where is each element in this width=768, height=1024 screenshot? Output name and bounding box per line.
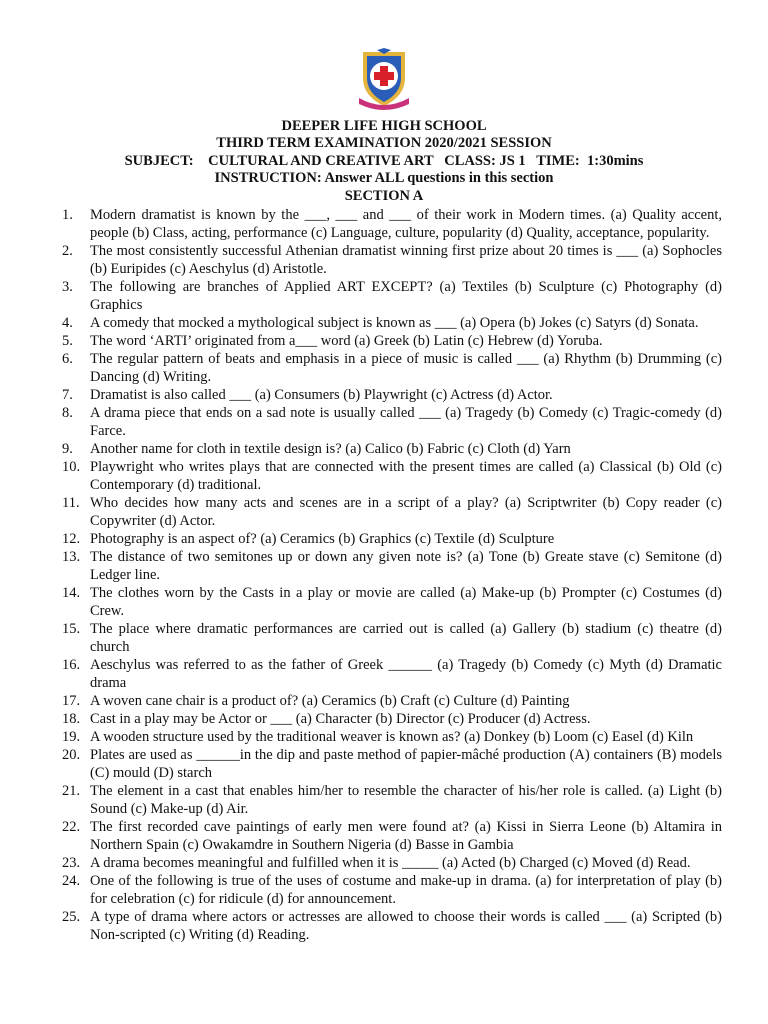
question-item	[0, 854, 768, 872]
question-number: 17.	[62, 693, 81, 709]
question-text: A drama piece that ends on a sad note is usually called ___ (a) Tragedy (b) Comedy (c) Tragic-comedy (d) Farce.	[90, 405, 722, 439]
question-text: A woven cane chair is a product of? (a) Ceramics (b) Craft (c) Culture (d) Painting	[90, 693, 570, 709]
question-item	[0, 782, 768, 818]
question-number: 1.	[62, 207, 73, 223]
question-number: 9.	[62, 441, 73, 457]
section-title: SECTION A	[344, 187, 424, 204]
question-number: 3.	[62, 279, 73, 295]
question-number: 15.	[62, 621, 81, 637]
school-crest-icon	[353, 48, 415, 112]
question-text: Modern dramatist is known by the ___, ___ and ___ of their work in Modern times. (a) Quality accent, people (b) Class, acting, performance (c) Language, culture, popularity (d) Quality, acceptance, popularity.	[90, 207, 722, 241]
question-item	[0, 746, 768, 782]
question-text: The most consistently successful Athenian dramatist winning first prize about 20 times is ___ (a) Sophocles (b) Euripides (c) Aeschylus (d) Aristotle.	[90, 243, 722, 277]
question-number: 18.	[62, 711, 81, 727]
question-item	[0, 656, 768, 692]
question-number: 20.	[62, 747, 81, 763]
question-text: The first recorded cave paintings of early men were found at? (a) Kissi in Sierra Leone (b) Altamira in Northern Spain (c) Owakamdre in Southern Nigeria (d) Basse in Gambia	[90, 819, 722, 853]
question-text: Another name for cloth in textile design is? (a) Calico (b) Fabric (c) Cloth (d) Yarn	[90, 441, 571, 457]
question-text: A wooden structure used by the traditional weaver is known as? (a) Donkey (b) Loom (c) Easel (d) Kiln	[90, 729, 694, 745]
question-number: 7.	[62, 387, 73, 403]
question-number: 13.	[62, 549, 81, 565]
question-item	[0, 710, 768, 728]
question-number: 14.	[62, 585, 81, 601]
question-item	[0, 494, 768, 530]
question-text: Who decides how many acts and scenes are in a script of a play? (a) Scriptwriter (b) Copy reader (c) Copywriter (d) Actor.	[90, 495, 722, 529]
question-item	[0, 350, 768, 386]
school-name: DEEPER LIFE HIGH SCHOOL	[281, 118, 487, 134]
question-number: 23.	[62, 855, 81, 871]
question-number: 12.	[62, 531, 81, 547]
question-number: 5.	[62, 333, 73, 349]
question-number: 22.	[62, 819, 81, 835]
question-text: Cast in a play may be Actor or ___ (a) Character (b) Director (c) Producer (d) Actress.	[90, 711, 591, 727]
question-text: The distance of two semitones up or down any given note is? (a) Tone (b) Greate stave (c) Semitone (d) Ledger line.	[90, 549, 722, 583]
question-item	[0, 872, 768, 908]
question-text: The regular pattern of beats and emphasis in a piece of music is called ___ (a) Rhythm (b) Drumming (c) Dancing (d) Writing.	[90, 351, 722, 385]
question-item	[0, 530, 768, 548]
question-number: 10.	[62, 459, 81, 475]
question-item	[0, 692, 768, 710]
question-item	[0, 314, 768, 332]
question-list	[0, 206, 768, 944]
question-number: 6.	[62, 351, 73, 367]
question-number: 24.	[62, 873, 81, 889]
question-text: A type of drama where actors or actresses are allowed to choose their words is called ___ (a) Scripted (b) Non-scripted (c) Writing (d) Reading.	[90, 909, 722, 943]
question-item	[0, 458, 768, 494]
question-text: The place where dramatic performances are carried out is called (a) Gallery (b) stadium (c) theatre (d) church	[90, 621, 722, 655]
question-text: The element in a cast that enables him/her to resemble the character of his/her role is called. (a) Light (b) Sound (c) Make-up (d) Air.	[90, 783, 722, 817]
instruction-line: INSTRUCTION: Answer ALL questions in this section	[214, 170, 554, 187]
question-item	[0, 386, 768, 404]
question-text: Dramatist is also called ___ (a) Consumers (b) Playwright (c) Actress (d) Actor.	[90, 387, 553, 403]
question-number: 8.	[62, 405, 73, 421]
question-number: 16.	[62, 657, 81, 673]
question-text: The following are branches of Applied ART EXCEPT? (a) Textiles (b) Sculpture (c) Photography (d) Graphics	[90, 279, 722, 313]
exam-header	[0, 118, 768, 205]
question-text: A comedy that mocked a mythological subject is known as ___ (a) Opera (b) Jokes (c) Satyrs (d) Sonata.	[90, 315, 699, 331]
question-number: 11.	[62, 495, 80, 511]
question-number: 25.	[62, 909, 81, 925]
question-text: The word ‘ARTI’ originated from a___ word (a) Greek (b) Latin (c) Hebrew (d) Yoruba.	[90, 333, 603, 349]
question-number: 4.	[62, 315, 73, 331]
question-item	[0, 620, 768, 656]
question-item	[0, 404, 768, 440]
question-item	[0, 818, 768, 854]
question-item	[0, 728, 768, 746]
exam-title: THIRD TERM EXAMINATION 2020/2021 SESSION	[216, 135, 552, 152]
question-text: The clothes worn by the Casts in a play or movie are called (a) Make-up (b) Prompter (c) Costumes (d) Crew.	[90, 585, 722, 619]
question-text: A drama becomes meaningful and fulfilled when it is _____ (a) Acted (b) Charged (c) Moved (d) Read.	[90, 855, 691, 871]
school-logo	[353, 48, 415, 112]
subject-line: SUBJECT: CULTURAL AND CREATIVE ART CLASS: JS 1 TIME: 1:30mins	[124, 152, 644, 169]
question-number: 21.	[62, 783, 81, 799]
question-number: 19.	[62, 729, 81, 745]
question-number: 2.	[62, 243, 73, 259]
question-text: Aeschylus was referred to as the father of Greek ______ (a) Tragedy (b) Comedy (c) Myth (d) Dramatic drama	[90, 657, 722, 691]
question-item	[0, 908, 768, 944]
question-item	[0, 332, 768, 350]
question-text: Playwright who writes plays that are connected with the present times are called (a) Classical (b) Old (c) Contemporary (d) traditional.	[90, 459, 722, 493]
question-item	[0, 440, 768, 458]
question-text: Plates are used as ______in the dip and paste method of papier-mâché production (A) containers (B) models (C) mould (D) starch	[90, 747, 722, 781]
question-item	[0, 584, 768, 620]
question-item	[0, 206, 768, 242]
question-text: One of the following is true of the uses of costume and make-up in drama. (a) for interpretation of play (b) for celebration (c) for ridicule (d) for announcement.	[90, 873, 722, 907]
question-text: Photography is an aspect of? (a) Ceramics (b) Graphics (c) Textile (d) Sculpture	[90, 531, 555, 547]
question-item	[0, 242, 768, 278]
question-item	[0, 548, 768, 584]
question-item	[0, 278, 768, 314]
